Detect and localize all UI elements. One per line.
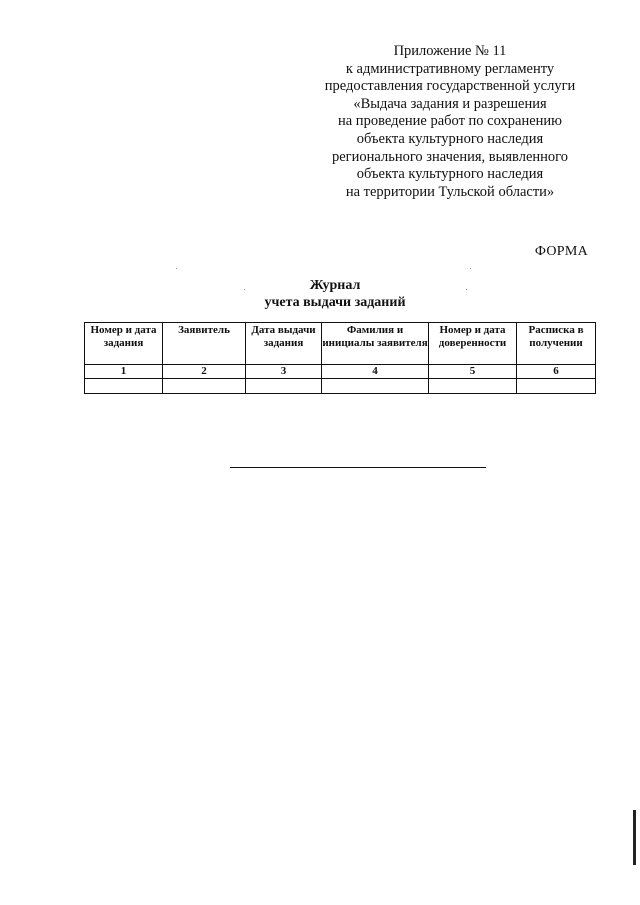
empty-table-row <box>85 379 596 394</box>
column-number-cell: 1 <box>85 365 163 379</box>
empty-cell <box>85 379 163 394</box>
scan-edge-mark <box>633 810 636 865</box>
scan-speck <box>244 289 245 290</box>
appendix-line: «Выдача задания и разрешения <box>353 95 547 112</box>
appendix-line: объекта культурного наследия <box>356 166 544 183</box>
empty-cell <box>163 379 246 394</box>
journal-table <box>84 322 596 394</box>
appendix-line: Приложение № 11 <box>393 43 507 59</box>
empty-cell <box>246 379 322 394</box>
header-cell-issue-date: Дата выдачи задания <box>246 323 322 365</box>
appendix-block <box>300 43 600 201</box>
header-cell-applicant-name: Фамилия и инициалы заявителя <box>322 323 429 365</box>
column-number-row <box>85 365 596 379</box>
table-header-row <box>85 323 596 365</box>
header-cell-task-number-date: Номер и дата задания <box>85 323 163 365</box>
column-number-cell: 4 <box>322 365 429 379</box>
header-cell-receipt: Расписка в получении <box>517 323 596 365</box>
appendix-line: на территории Тульской области» <box>345 183 555 200</box>
empty-cell <box>517 379 596 394</box>
empty-cell <box>322 379 429 394</box>
appendix-line: объекта культурного наследия <box>356 130 544 147</box>
scan-speck <box>470 268 471 269</box>
appendix-line: регионального значения, выявленного <box>332 148 568 165</box>
signature-line <box>230 467 486 468</box>
empty-cell <box>429 379 517 394</box>
scan-speck <box>176 268 177 269</box>
column-number-cell: 6 <box>517 365 596 379</box>
appendix-line: к административному регламенту <box>345 60 555 77</box>
journal-heading <box>230 277 440 311</box>
form-label: ФОРМА <box>534 244 588 259</box>
column-number-cell: 2 <box>163 365 246 379</box>
scan-speck <box>466 289 467 290</box>
journal-title: Журнал <box>309 278 361 293</box>
header-cell-applicant: Заявитель <box>163 323 246 365</box>
appendix-line: предоставления государственной услуги <box>324 78 576 95</box>
journal-subtitle: учета выдачи заданий <box>264 295 406 310</box>
appendix-line: на проведение работ по сохранению <box>337 113 562 130</box>
header-cell-power-of-attorney: Номер и дата доверенности <box>429 323 517 365</box>
column-number-cell: 5 <box>429 365 517 379</box>
column-number-cell: 3 <box>246 365 322 379</box>
